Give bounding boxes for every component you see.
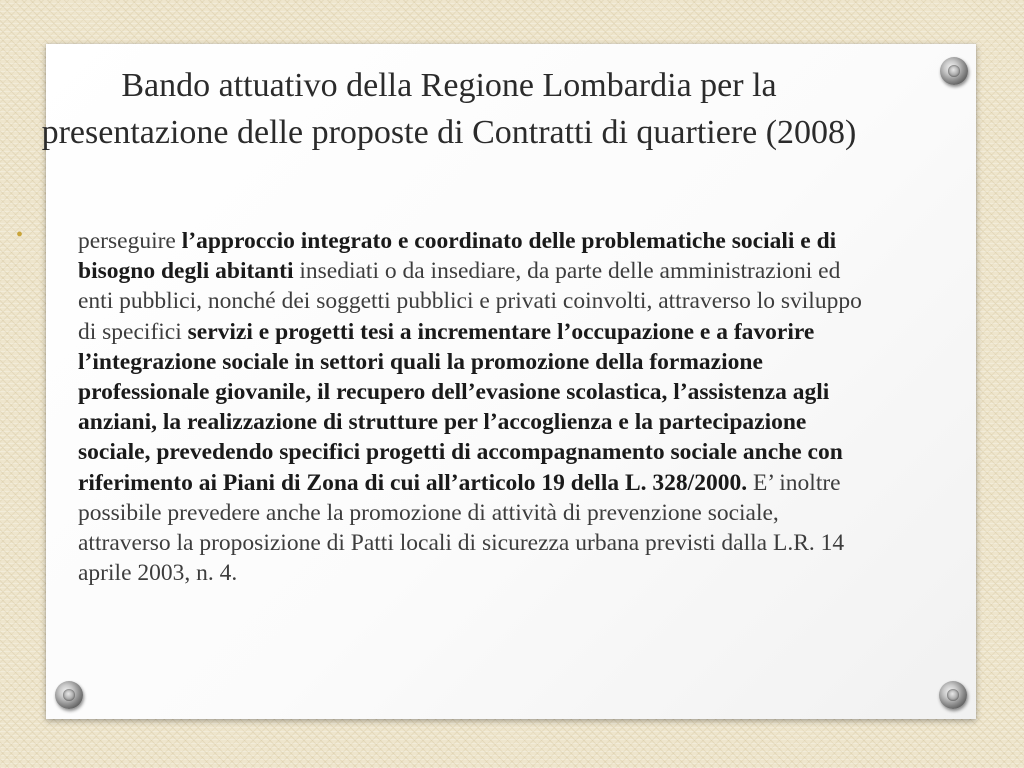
slide-body-text: [78, 226, 868, 588]
body-text-run: perseguire: [78, 228, 182, 254]
body-bold-run: l’approccio integrato e coordinato delle problematiche sociali e di bisogno degli abitanti: [78, 228, 837, 285]
body-text-run: insediati o da insediare, da parte delle amministrazioni ed enti pubblici, nonché dei soggetti pubblici e privati coinvolti, attraverso lo sviluppo di specifici: [78, 258, 862, 345]
pushpin-bottom-right-icon: [939, 681, 967, 709]
bullet-marker: •: [16, 224, 24, 246]
pushpin-top-right-icon: [940, 57, 968, 85]
body-bold-run: servizi e progetti tesi a incrementare l’occupazione e a favorire l’integrazione sociale in settori quali la promozione della formazione professionale giovanile, il recupero dell’evasione scolastica, l’assistenza agli anziani, la realizzazione di strutture per l’accoglienza e la partecipazione sociale, prevedendo specifici progetti di accompagnamento sociale anche con riferimento ai Piani di Zona di cui all’articolo 19 della L. 328/2000.: [78, 318, 843, 496]
slide-title: Bando attuativo della Regione Lombardia per la presentazione delle proposte di Contratti di quartiere (2008): [41, 67, 857, 151]
body-text-run: E’ inoltre possibile prevedere anche la promozione di attività di prevenzione sociale, attraverso la proposizione di Patti locali di sicurezza urbana previsti dalla L.R. 14 aprile 2003, n. 4.: [78, 469, 845, 587]
pushpin-bottom-left-icon: [55, 681, 83, 709]
